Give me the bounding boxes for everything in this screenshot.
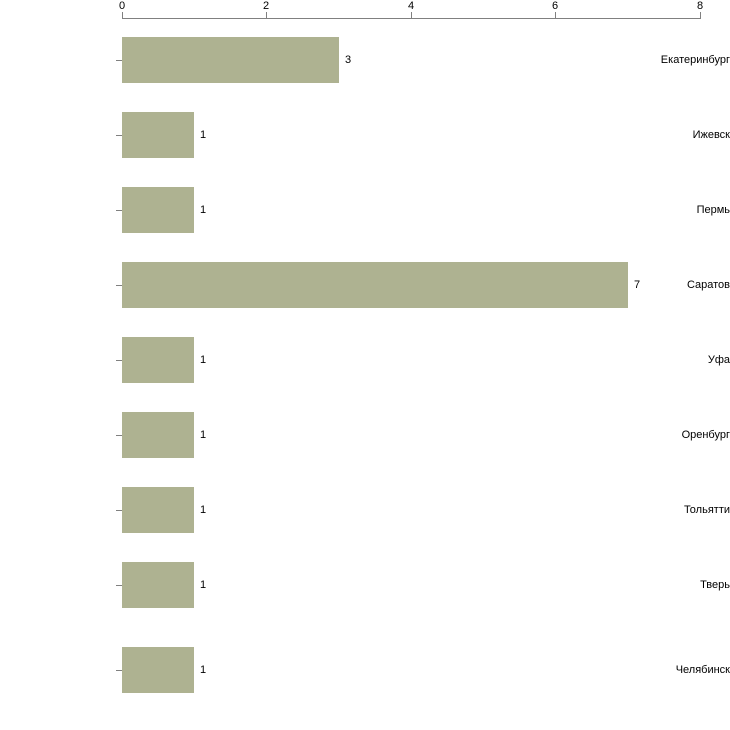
bar [122, 647, 194, 693]
category-label: Уфа [707, 354, 730, 366]
bar [122, 262, 628, 308]
category-label: Екатеринбург [660, 54, 730, 66]
bar-value-label: 1 [200, 204, 207, 216]
bar [122, 187, 194, 233]
x-axis-tick-label: 6 [551, 0, 559, 12]
bar-value-label: 1 [200, 664, 207, 676]
category-label: Саратов [686, 279, 730, 291]
x-axis-tick-label: 8 [696, 0, 704, 12]
category-label: Тверь [700, 579, 730, 591]
bar [122, 562, 194, 608]
x-axis-tick-label: 2 [262, 0, 270, 12]
bar [122, 487, 194, 533]
bar [122, 337, 194, 383]
bar [122, 37, 339, 83]
x-axis-tick [700, 12, 701, 19]
bar [122, 112, 194, 158]
bar-value-label: 7 [634, 279, 641, 291]
bar-value-label: 3 [345, 54, 352, 66]
bar-value-label: 1 [200, 429, 207, 441]
x-axis-tick [122, 12, 123, 19]
category-label: Пермь [696, 204, 730, 216]
bar-value-label: 1 [200, 129, 207, 141]
x-axis-tick-label: 0 [118, 0, 126, 12]
x-axis-tick [266, 12, 267, 19]
bar-value-label: 1 [200, 504, 207, 516]
bar [122, 412, 194, 458]
bar-value-label: 1 [200, 354, 207, 366]
bar-value-label: 1 [200, 579, 207, 591]
x-axis-tick [411, 12, 412, 19]
category-label: Челябинск [675, 664, 730, 676]
x-axis-tick-label: 4 [407, 0, 415, 12]
category-label: Ижевск [692, 129, 730, 141]
x-axis-tick [555, 12, 556, 19]
category-label: Оренбург [681, 429, 730, 441]
category-label: Тольятти [683, 504, 730, 516]
